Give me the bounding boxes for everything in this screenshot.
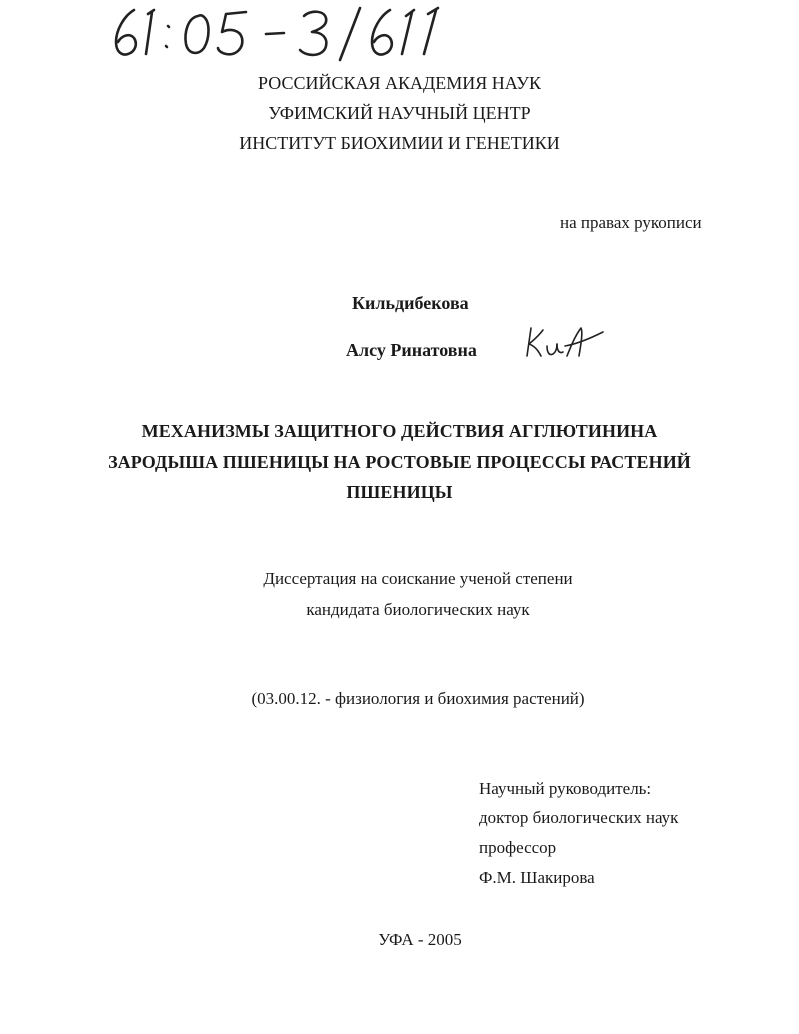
author-signature [521,322,607,364]
supervisor-degree: доктор биологических наук [479,808,679,827]
dissertation-title-line-1: МЕХАНИЗМЫ ЗАЩИТНОГО ДЕЙСТВИЯ АГГЛЮТИНИНА [141,421,658,441]
handwritten-archive-code [108,2,448,64]
institution-center: УФИМСКИЙ НАУЧНЫЙ ЦЕНТР [268,103,531,123]
institution-institute: ИНСТИТУТ БИОХИМИИ И ГЕНЕТИКИ [239,133,560,153]
degree-line-2: кандидата биологических наук [306,600,530,619]
author-given-names: Алсу Ринатовна [346,340,477,360]
supervisor-label: Научный руководитель: [479,779,652,798]
dissertation-title-line-2: ЗАРОДЫША ПШЕНИЦЫ НА РОСТОВЫЕ ПРОЦЕССЫ РАСТЕНИЙ [108,452,691,472]
manuscript-note: на правах рукописи [560,213,702,232]
city-year: УФА - 2005 [378,930,462,949]
supervisor-name: Ф.М. Шакирова [479,868,595,887]
dissertation-title-line-3: ПШЕНИЦЫ [346,482,453,502]
specialty-code: (03.00.12. - физиология и биохимия растений) [251,689,585,708]
degree-line-1: Диссертация на соискание ученой степени [263,569,573,588]
institution-academy: РОССИЙСКАЯ АКАДЕМИЯ НАУК [258,73,541,93]
author-surname: Кильдибекова [352,293,469,313]
supervisor-rank: профессор [479,838,557,857]
